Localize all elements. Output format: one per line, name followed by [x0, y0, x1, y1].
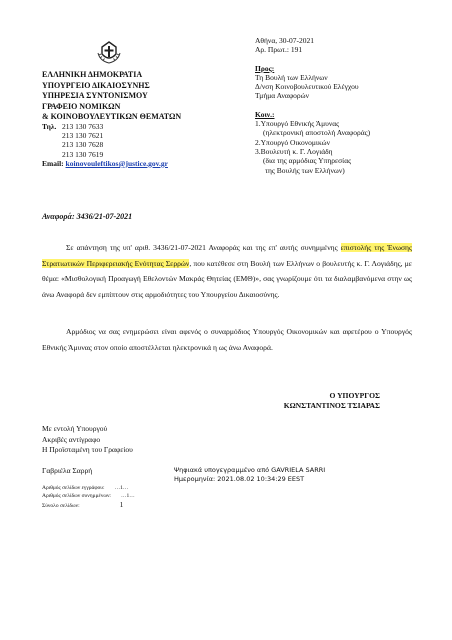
page-count-label: Αριθμός σελίδων εγγράφου:	[42, 485, 105, 491]
order-block	[42, 424, 133, 456]
protocol-number: Αρ. Πρωτ.: 191	[255, 45, 303, 55]
phone-number: 213 130 7621	[62, 131, 104, 141]
signer-block	[240, 391, 380, 411]
ministry-header	[42, 70, 181, 123]
ministry-line: & ΚΟΙΝΟΒΟΥΛΕΥΤΙΚΩΝ ΘΕΜΑΤΩΝ	[42, 112, 182, 121]
cc-line: 1.Υπουργό Εθνικής Άμυνας	[255, 119, 340, 129]
cc-line: (ηλεκτρονική αποστολή Αναφοράς)	[263, 128, 371, 138]
to-line: Τη Βουλή των Ελλήνων	[255, 72, 328, 82]
highlighted-text: επιστολής της Ένωσης Στρατιωτικών Περιφερειακής Ενότητας Σερρών	[42, 243, 413, 268]
body-paragraph: Αρμόδιος να σας ενημερώσει είναι αφενός ο συναρμόδιος Υπουργός Οικονομικών και αφετέρου ο Υπουργός Εθνικής Άμυνας στον οποίο αποστέλλεται ηλεκτρονικά η ως άνω Αναφορά.	[42, 327, 412, 352]
order-line: Η Προϊσταμένη του Γραφείου	[42, 445, 133, 454]
page-count-value: …1…	[120, 493, 135, 500]
order-line: Ακριβές αντίγραφο	[42, 434, 101, 444]
order-line: Με εντολή Υπουργού	[42, 424, 108, 433]
signer-name: ΚΩΝΣΤΑΝΤΙΝΟΣ ΤΣΙΑΡΑΣ	[283, 401, 380, 410]
cc-line: 3.Βουλευτή κ. Γ. Λογιάδη	[255, 146, 333, 156]
page-count-label: Σύνολο σελίδων:	[42, 502, 80, 509]
page-count-block	[42, 484, 135, 510]
phone-number: 213 130 7628	[62, 140, 104, 150]
body-text: Σε απάντηση της υπ' αριθ. 3436/21-07-2021 Αναφοράς και της επ' αυτής συνημμένης	[66, 243, 341, 252]
phone-number: 213 130 7619	[62, 149, 104, 159]
to-label: Προς:	[255, 63, 275, 73]
page-count-value: 1	[119, 499, 124, 509]
tel-label: Τηλ.	[42, 122, 57, 131]
recipient-block	[255, 36, 370, 175]
phone-number: 213 130 7633	[62, 122, 104, 131]
cc-line: 2.Υπουργό Οικονομικών	[255, 137, 330, 147]
email-link[interactable]: koinovouleftikos@justice.gov.gr	[65, 158, 168, 168]
to-line: Τμήμα Αναφορών	[255, 91, 309, 101]
page-count-label: Αριθμός σελίδων συνημμένων:	[42, 493, 111, 500]
cc-line: της Βουλής των Ελλήνων)	[265, 165, 345, 175]
ministry-line: ΥΠΗΡΕΣΙΑ ΣΥΝΤΟΝΙΣΜΟΥ	[42, 91, 148, 100]
body-text: , που κατέθεσε στη Βουλή των Ελλήνων ο βουλευτής κ. Γ. Λογιάδης, με θέμα: «Μισθολογική Προαγωγή Εθελοντών Μακράς Θητείας (ΕΜΘ)», σας γνωρίζουμε ότι τα διαλαμβανόμενα στην ως άνω Αναφορά δεν εμπίπτουν στις αρμοδιότητες του Υπουργείου Δικαιοσύνης.	[42, 258, 412, 299]
date: Αθήνα, 30-07-2021	[255, 36, 314, 45]
certifier-name: Γαβριέλα Σαρρή	[42, 466, 93, 475]
cc-label: Κοιν.:	[255, 109, 275, 119]
ministry-line: ΕΛΛΗΝΙΚΗ ΔΗΜΟΚΡΑΤΙΑ	[42, 70, 143, 79]
cc-line: (δια της αρμόδιας Υπηρεσίας	[263, 156, 352, 166]
digital-signature-signer: Ψηφιακά υπογεγραμμένο από GAVRIELA SARRI	[174, 466, 326, 474]
email-label: Email:	[42, 158, 64, 168]
ministry-line: ΥΠΟΥΡΓΕΙΟ ΔΙΚΑΙΟΣΥΝΗΣ	[42, 80, 150, 90]
subject-line: Αναφορά: 3436/21-07-2021	[42, 212, 133, 221]
to-line: Δ/νση Κοινοβουλευτικού Ελέγχου	[255, 82, 359, 92]
digital-signature	[174, 466, 325, 483]
page-count-value: …1…	[114, 485, 129, 491]
contact-block	[42, 122, 168, 168]
ministry-line: ΓΡΑΦΕΙΟ ΝΟΜΙΚΩΝ	[42, 101, 121, 111]
coat-of-arms-icon	[96, 39, 122, 65]
signer-title: Ο ΥΠΟΥΡΓΟΣ	[329, 391, 380, 400]
body-paragraph	[42, 240, 412, 302]
digital-signature-date: Ημερομηνία: 2021.08.02 10:34:29 EEST	[174, 474, 305, 483]
